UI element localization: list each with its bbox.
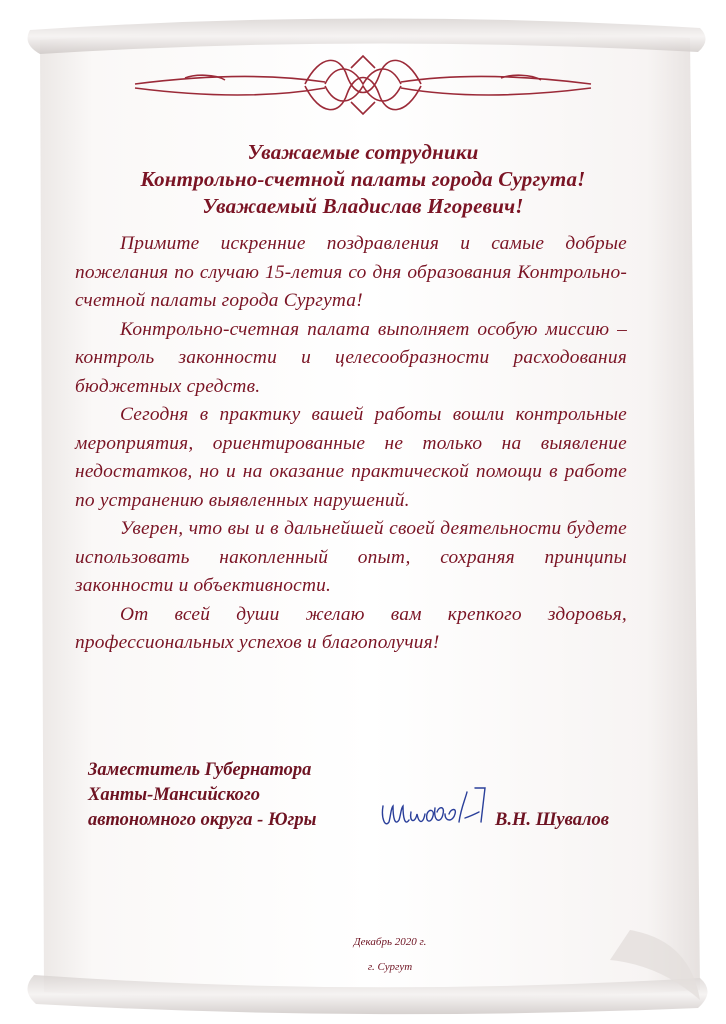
greeting-line-1: Уважаемые сотрудники — [247, 140, 479, 164]
handwritten-signature — [375, 778, 500, 858]
paragraph-mission: Контрольно-счетная палата выполняет особую миссию – контроль законности и целесообразности расходования бюджетных средств. — [75, 318, 627, 397]
letter-date: Декабрь 2020 г. — [353, 936, 427, 948]
paragraph-wishes: От всей души желаю вам крепкого здоровья, профессиональных успехов и благополучия! — [75, 603, 627, 653]
greeting-line-2: Контрольно-счетной палаты города Сургута! — [140, 167, 586, 191]
decorative-ornament — [125, 48, 601, 120]
letter-city: г. Сургут — [367, 961, 413, 973]
signatory-title-line-2: Ханты-Мансийского — [88, 785, 260, 805]
signatory-title-line-1: Заместитель Губернатора — [88, 760, 312, 780]
signatory-name: В.Н. Шувалов — [495, 810, 610, 830]
signatory-title-line-3: автономного округа - Югры — [88, 810, 317, 830]
letter-body — [75, 230, 627, 658]
greeting-line-3: Уважаемый Владислав Игоревич! — [202, 194, 524, 218]
paragraph-practice: Сегодня в практику вашей работы вошли контрольные мероприятия, ориентированные не только на выявление недостатков, но и на оказание практической помощи в работе по устранению выявленных нарушений. — [75, 404, 627, 511]
paragraph-congratulations: Примите искренние поздравления и самые добрые пожелания по случаю 15-летия со дня образования Контрольно-счетной палаты города Сургута! — [75, 233, 627, 311]
paragraph-confidence: Уверен, что вы и в дальнейшей своей деятельности будете использовать накопленный опыт, сохраняя принципы законности и объективности. — [75, 518, 627, 596]
